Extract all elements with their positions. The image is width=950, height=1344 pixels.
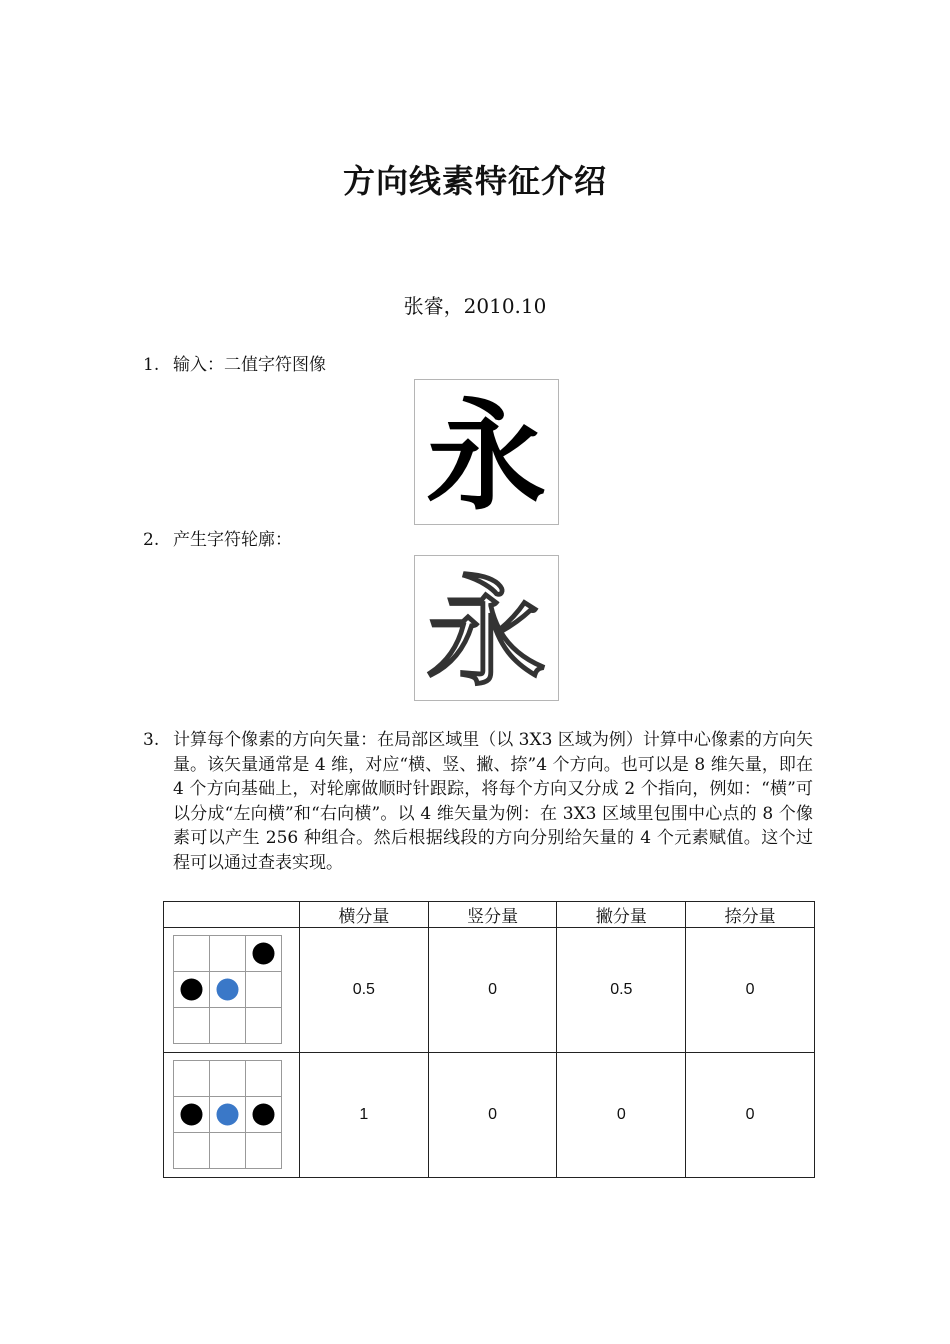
pixel-pattern-cell <box>164 928 300 1053</box>
author-line: 张睿，2010.10 <box>403 294 547 318</box>
vertical-value: 0 <box>428 928 557 1053</box>
direction-vector-table <box>163 901 815 1178</box>
pixel-grid-diagonal <box>173 935 283 1045</box>
contour-char-glyph: 永 <box>426 562 546 700</box>
black-pixel <box>253 1104 275 1126</box>
header-vertical: 竖分量 <box>428 902 557 928</box>
header-pattern <box>164 902 300 928</box>
center-pixel <box>217 979 239 1001</box>
step-text: 输入：二值字符图像 <box>173 355 326 375</box>
pixel-grid-horizontal <box>173 1060 283 1170</box>
center-pixel <box>217 1104 239 1126</box>
header-right-falling: 捺分量 <box>686 902 815 928</box>
contour-character-image <box>414 555 559 701</box>
black-pixel <box>181 979 203 1001</box>
pixel-pattern-cell <box>164 1053 300 1178</box>
table-header-row <box>164 902 815 928</box>
binary-character-graphic <box>415 380 558 524</box>
binary-character-image <box>414 379 559 525</box>
step-number: 3. <box>143 730 160 750</box>
step-text: 计算每个像素的方向矢量：在局部区域里（以 3X3 区域为例）计算中心像素的方向矢量。该矢量通常是 4 维，对应“横、竖、撇、捺”4 个方向。也可以是 8 维矢量，即在 4 个方向基础上，对轮廓做顺时针跟踪，将每个方向又分成 2 个指向，例如：“横”可以分成“左向横”和“右向横”。以 4 维矢量为例：在 3X3 区域里包围中心点的 8 个像素可以产生 256 种组合。然后根据线段的方向分别给矢量的 4 个元素赋值。这个过程可以通过查表实现。 <box>173 730 813 873</box>
document-title: 方向线素特征介绍 <box>342 162 607 200</box>
black-pixel <box>253 943 275 965</box>
horizontal-value: 1 <box>299 1053 428 1178</box>
horizontal-value: 0.5 <box>299 928 428 1053</box>
left-falling-value: 0.5 <box>557 928 686 1053</box>
step-number: 1. <box>143 355 160 375</box>
header-horizontal: 横分量 <box>299 902 428 928</box>
left-falling-value: 0 <box>557 1053 686 1178</box>
step-text: 产生字符轮廓： <box>173 530 292 550</box>
header-left-falling: 撇分量 <box>557 902 686 928</box>
right-falling-value: 0 <box>686 1053 815 1178</box>
step-number: 2. <box>143 530 160 550</box>
contour-character-graphic <box>415 556 558 700</box>
step-3 <box>143 728 815 876</box>
input-char-glyph: 永 <box>426 386 546 524</box>
table-row <box>164 928 815 1053</box>
black-pixel <box>181 1104 203 1126</box>
right-falling-value: 0 <box>686 928 815 1053</box>
vertical-value: 0 <box>428 1053 557 1178</box>
table-row <box>164 1053 815 1178</box>
